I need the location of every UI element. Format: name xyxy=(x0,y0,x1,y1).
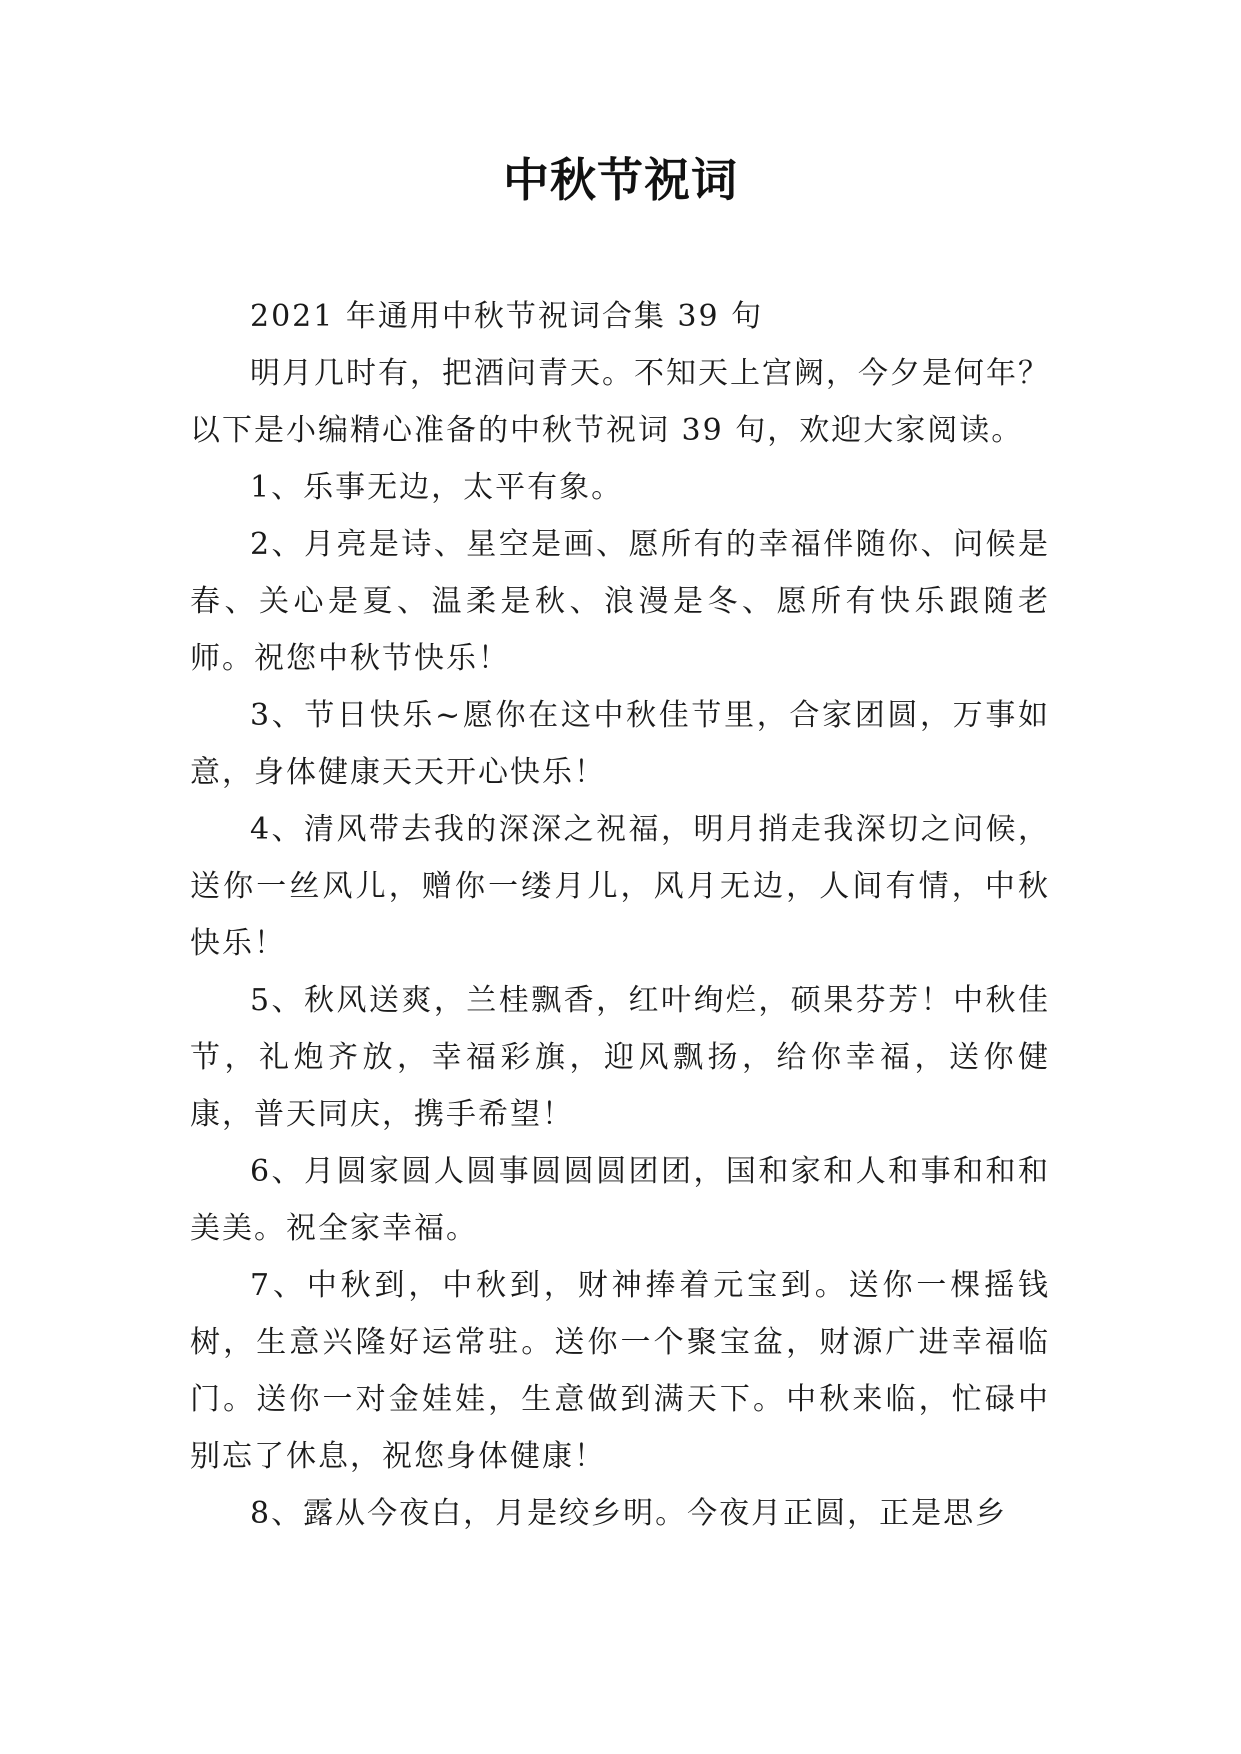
paragraph-item-4: 4、清风带去我的深深之祝福，明月捎走我深切之问候，送你一丝风儿，赠你一缕月儿，风月无边，人间有情，中秋快乐！ xyxy=(190,812,1050,961)
paragraph-item-2: 2、月亮是诗、星空是画、愿所有的幸福伴随你、问候是春、关心是夏、温柔是秋、浪漫是冬、愿所有快乐跟随老师。祝您中秋节快乐！ xyxy=(190,527,1050,676)
paragraph-item-7: 7、中秋到，中秋到，财神捧着元宝到。送你一棵摇钱树，生意兴隆好运常驻。送你一个聚宝盆，财源广进幸福临门。送你一对金娃娃，生意做到满天下。中秋来临，忙碌中别忘了休息，祝您身体健康！ xyxy=(190,1268,1050,1474)
paragraph-item-3: 3、节日快乐~愿你在这中秋佳节里，合家团圆，万事如意，身体健康天天开心快乐！ xyxy=(190,698,1050,790)
document-title: 中秋节祝词 xyxy=(503,153,738,207)
paragraph-item-5: 5、秋风送爽，兰桂飘香，红叶绚烂，硕果芬芳！中秋佳节，礼炮齐放，幸福彩旗，迎风飘扬，给你幸福，送你健康，普天同庆，携手希望！ xyxy=(190,983,1050,1132)
paragraph-item-1: 1、乐事无边，太平有象。 xyxy=(250,470,624,505)
paragraph-intro: 明月几时有，把酒问青天。不知天上宫阙，今夕是何年？以下是小编精心准备的中秋节祝词 39 句，欢迎大家阅读。 xyxy=(190,356,1050,448)
paragraph-item-8: 8、露从今夜白，月是绞乡明。今夜月正圆，正是思乡 xyxy=(250,1496,1008,1531)
paragraph-subtitle: 2021 年通用中秋节祝词合集 39 句 xyxy=(250,299,764,334)
document-body xyxy=(190,288,1050,1542)
paragraph-item-6: 6、月圆家圆人圆事圆圆圆团团，国和家和人和事和和和美美。祝全家幸福。 xyxy=(190,1154,1050,1246)
